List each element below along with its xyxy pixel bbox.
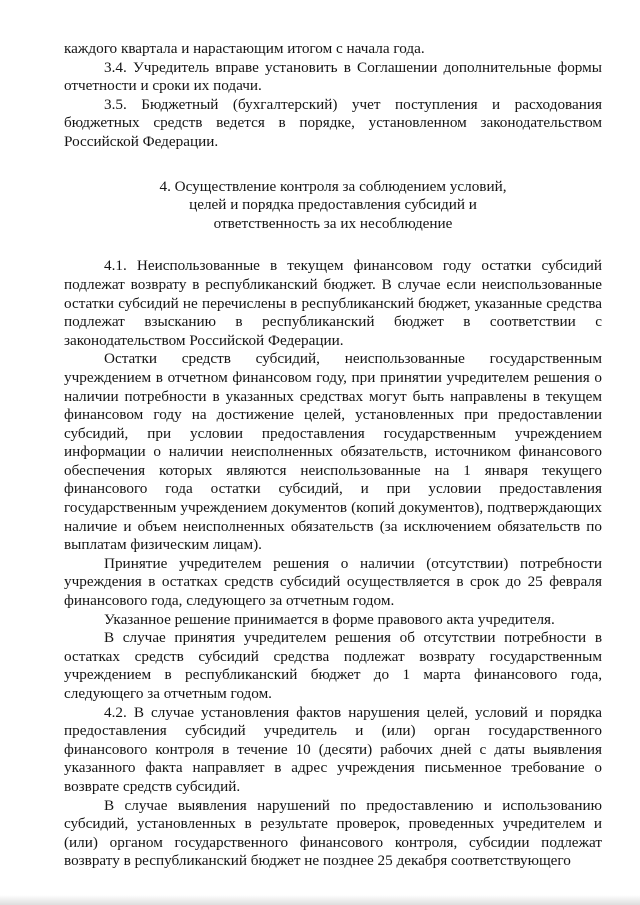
section-heading-line-3: ответственность за их несоблюдение: [213, 214, 453, 232]
paragraph-decision-form: Указанное решение принимается в форме правового акта учредителя.: [104, 610, 555, 628]
paragraph-violations: В случае выявления нарушений по предоставлению и использованию субсидий, установленных в результате проверок, проведенных учредителем и (или) органом государственного финансового контроля, субсидии подлежат возврату в республиканский бюджет не позднее 25 декабря соответствующего: [64, 796, 602, 870]
paragraph-decision-deadline: Принятие учредителем решения о наличии (отсутствии) потребности учреждения в остатках средств субсидий осуществляется в срок до 25 февраля финансового года, следующего за отчетным годом.: [64, 554, 602, 610]
section-heading-line-1: 4. Осуществление контроля за соблюдением условий,: [159, 177, 507, 195]
section-heading-line-2: целей и порядка предоставления субсидий и: [189, 196, 477, 214]
paragraph-3-5: 3.5. Бюджетный (бухгалтерский) учет поступления и расходования бюджетных средств ведется в порядке, установленном законодательством Российской Федерации.: [64, 95, 602, 150]
paragraph-continuation: каждого квартала и нарастающим итогом с начала года.: [64, 40, 425, 57]
scan-edge-shadow: [0, 895, 640, 905]
paragraph-remaining-funds: Остатки средств субсидий, неиспользованные государственным учреждением в отчетном финансовом году, при принятии учредителем решения о наличии потребности в указанных средствах могут быть направлены в текущем финансовом году на достижение целей, установленных при предоставлении субсидий, при условии предоставления государственным учреждением информации о наличии неисполненных обязательств, источником финансового обеспечения которых являются неиспользованные на 1 января текущего финансового года остатки субсидий, и при условии предоставления государственным учреждением документов (копий документов), подтверждающих наличие и объем неисполненных обязательств (за исключением обязательств по выплатам физическим лицам).: [64, 350, 602, 554]
paragraph-4-2: 4.2. В случае установления фактов нарушения целей, условий и порядка предоставления субсидий учредитель и (или) орган государственного финансового контроля в течение 10 (десяти) рабочих дней с даты выявления указанного факта направляет в адрес учреждения письменное требование о возврате средств субсидий.: [64, 703, 602, 795]
section-heading: [64, 178, 602, 234]
paragraph-3-4: 3.4. Учредитель вправе установить в Соглашении дополнительные формы отчетности и сроки их подачи.: [64, 58, 602, 95]
paragraph-4-1: 4.1. Неиспользованные в текущем финансовом году остатки субсидий подлежат возврату в республиканский бюджет. В случае если неиспользованные остатки субсидий не перечислены в республиканский бюджет, указанные средства подлежат взысканию в республиканский бюджет в соответствии с законодательством Российской Федерации.: [64, 257, 602, 349]
paragraph-no-need-return: В случае принятия учредителем решения об отсутствии потребности в остатках средств субсидий средства подлежат возврату государственным учреждением в республиканский бюджет до 1 марта финансового года, следующего за отчетным годом.: [64, 629, 602, 702]
